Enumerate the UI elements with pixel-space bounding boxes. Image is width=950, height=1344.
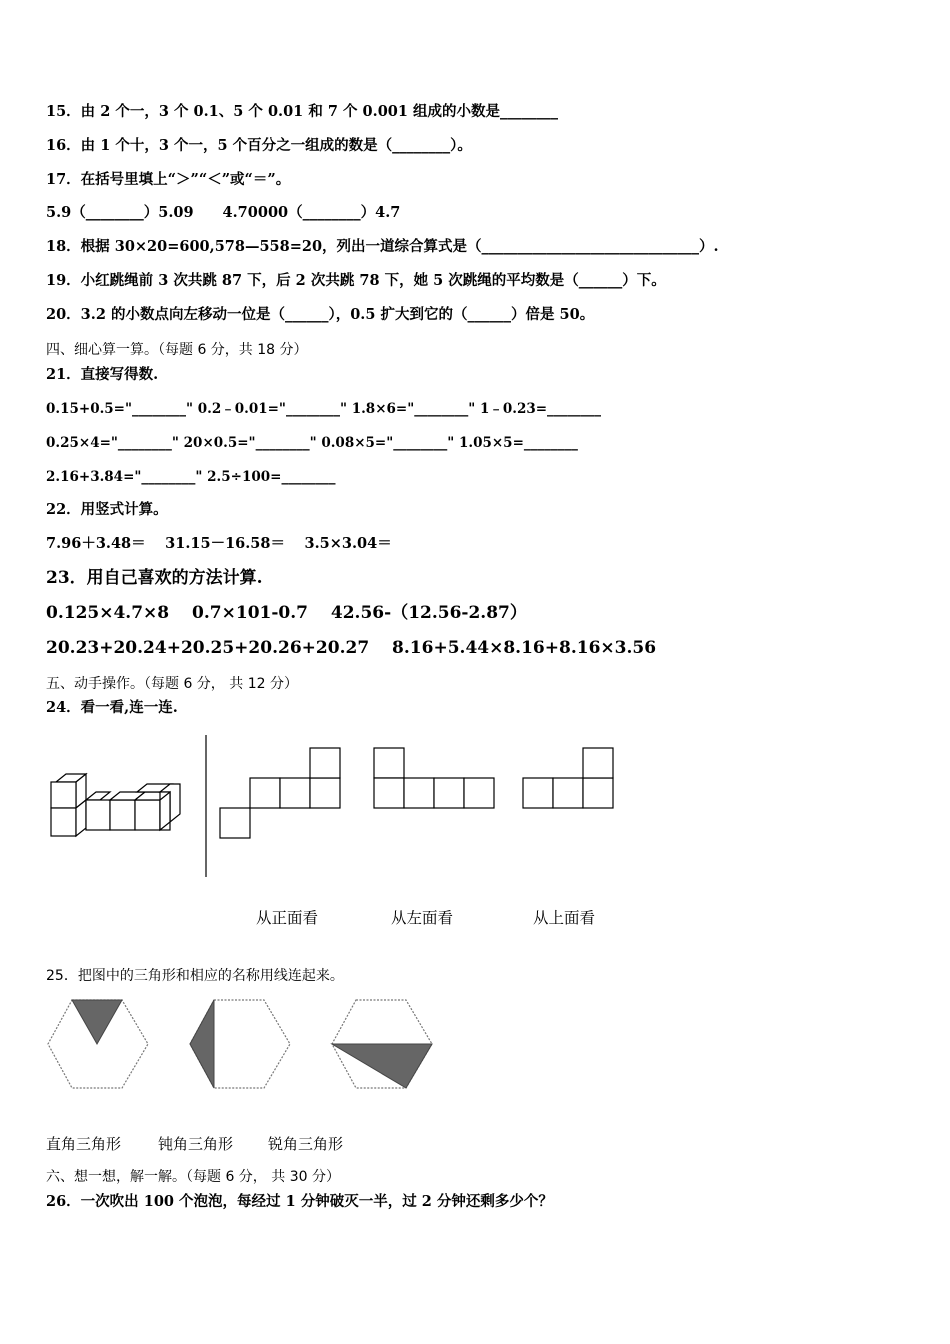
view-label-front: 从正面看 (256, 909, 319, 927)
cube-views-figure (40, 730, 640, 890)
triangle-name-right: 直角三角形 (46, 1135, 122, 1153)
obtuse-triangle-shaded (332, 1044, 432, 1088)
view-label-left: 从左面看 (391, 909, 454, 927)
triangle-name-acute: 锐角三角形 (268, 1135, 344, 1153)
question-22-items: 7.96＋3.48＝ 31.15－16.58＝ 3.5×3.04＝ (46, 535, 392, 552)
hexagon-triangles-figure (40, 992, 450, 1094)
question-20: 20．3.2 的小数点向左移动一位是（______），0.5 扩大到它的（______）倍是 50。 (46, 306, 595, 323)
question-16: 16．由 1 个十，3 个一，5 个百分之一组成的数是（________）。 (46, 137, 472, 154)
section-4-heading: 四、细心算一算。（每题 6 分，共 18 分） (46, 342, 308, 358)
section-6-heading: 六、想一想，解一解。（每题 6 分， 共 30 分） (46, 1169, 340, 1185)
view-label-top: 从上面看 (533, 909, 596, 927)
view-shape-2 (374, 748, 494, 808)
question-23: 23．用自己喜欢的方法计算. (46, 568, 263, 588)
question-25: 25．把图中的三角形和相应的名称用线连起来。 (46, 968, 344, 984)
section-5-heading: 五、动手操作。（每题 6 分， 共 12 分） (46, 676, 298, 692)
question-21-row-2: 0.25×4="________" 20×0.5="________" 0.08×5="________" 1.05×5=________ (46, 435, 578, 451)
triangle-name-obtuse: 钝角三角形 (158, 1135, 234, 1153)
question-18: 18．根据 30×20=600,578—558=20，列出一道综合算式是（______________________________）. (46, 238, 719, 255)
view-shape-3 (523, 748, 613, 808)
question-21-row-1: 0.15+0.5="________" 0.2﹣0.01="________" 1.8×6="________" 1﹣0.23=________ (46, 401, 602, 417)
question-21: 21．直接写得数. (46, 366, 159, 383)
question-17-items: 5.9（________）5.09 4.70000（________）4.7 (46, 204, 401, 221)
cube-solid-figure (51, 774, 180, 836)
question-24: 24．看一看,连一连. (46, 699, 178, 716)
question-15: 15．由 2 个一，3 个 0.1、5 个 0.01 和 7 个 0.001 组成的小数是________ (46, 103, 559, 120)
question-21-row-3: 2.16+3.84="________" 2.5÷100=________ (46, 469, 336, 485)
question-23-row-2: 20.23+20.24+20.25+20.26+20.27 8.16+5.44×8.16+8.16×3.56 (46, 638, 657, 658)
acute-triangle-shaded (72, 1000, 122, 1044)
right-triangle-shaded (190, 1000, 214, 1088)
question-19: 19．小红跳绳前 3 次共跳 87 下，后 2 次共跳 78 下，她 5 次跳绳的平均数是（______）下。 (46, 272, 666, 289)
question-22: 22．用竖式计算。 (46, 501, 168, 518)
question-23-row-1: 0.125×4.7×8 0.7×101-0.7 42.56-（12.56-2.87） (46, 603, 527, 623)
question-26: 26．一次吹出 100 个泡泡，每经过 1 分钟破灭一半，过 2 分钟还剩多少个？ (46, 1193, 553, 1210)
question-17: 17．在括号里填上“＞”“＜”或“＝”。 (46, 171, 291, 188)
view-shape-1 (220, 748, 340, 838)
